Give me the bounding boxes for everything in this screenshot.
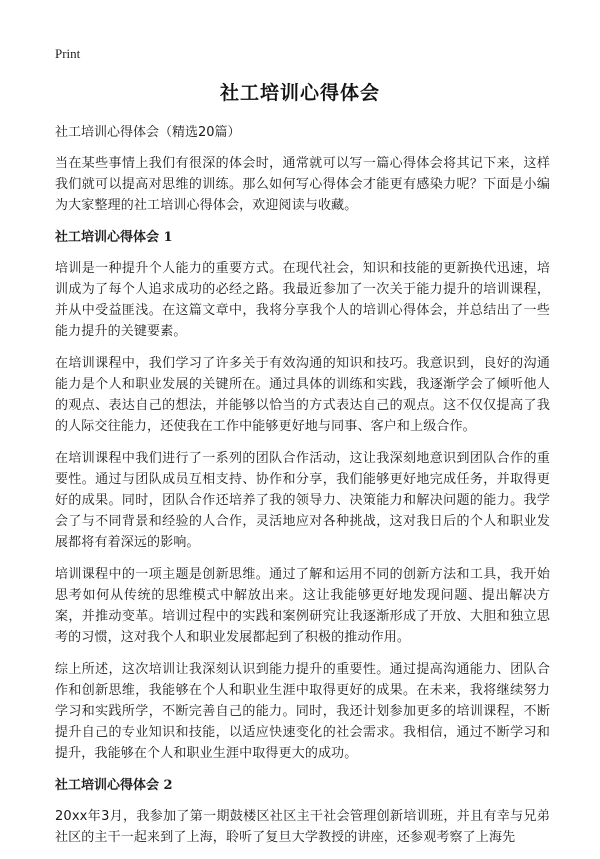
intro-paragraph: 当在某些事情上我们有很深的体会时，通常就可以写一篇心得体会将其记下来，这样我们就可以提高对思维的训练。那么如何写心得体会才能更有感染力呢？下面是小编为大家整理的社工培训心得体会，欢迎阅读与收藏。 <box>55 156 550 213</box>
print-link[interactable]: Print <box>55 46 81 61</box>
page-title: 社工培训心得体会 <box>219 82 380 104</box>
section-1-paragraph-1: 培训是一种提升个人能力的重要方式。在现代社会，知识和技能的更新换代迅速，培训成为了每个人追求成功的必经之路。我最近参加了一次关于能力提升的培训课程，并从中受益匪浅。在这篇文章中，我将分享我个人的培训心得体会，并总结出了一些能力提升的关键要素。 <box>55 261 550 339</box>
section-1-paragraph-5: 综上所述，这次培训让我深刻认识到能力提升的重要性。通过提高沟通能力、团队合作和创新思维，我能够在个人和职业生涯中取得更好的成果。在未来，我将继续努力学习和实践所学，不断完善自己的能力。同时，我还计划参加更多的培训课程，不断提升自己的专业知识和技能，以适应快速变化的社会需求。我相信，通过不断学习和提升，我能够在个人和职业生涯中取得更大的成功。 <box>55 662 550 761</box>
section-1-paragraph-3: 在培训课程中我们进行了一系列的团队合作活动，这让我深刻地意识到团队合作的重要性。通过与团队成员互相支持、协作和分享，我们能够更好地完成任务，并取得更好的成果。同时，团队合作还培养了我的领导力、决策能力和解决问题的能力。我学会了与不同背景和经验的人合作，灵活地应对各种挑战，这对我日后的个人和职业发展都将有着深远的影响。 <box>55 451 550 550</box>
section-1-paragraph-4: 培训课程中的一项主题是创新思维。通过了解和运用不同的创新方法和工具，我开始思考如何从传统的思维模式中解放出来。这让我能够更好地发现问题、提出解决方案，并推动变革。培训过程中的实践和案例研究让我逐渐形成了开放、大胆和独立思考的习惯，这对我个人和职业发展都起到了积极的推动作用。 <box>55 567 550 645</box>
section-heading-2: 社工培训心得体会 2 <box>55 778 173 793</box>
document-subtitle: 社工培训心得体会（精选20篇） <box>55 125 241 140</box>
section-1-paragraph-2: 在培训课程中，我们学习了许多关于有效沟通的知识和技巧。我意识到，良好的沟通能力是个人和职业发展的关键所在。通过具体的训练和实践，我逐渐学会了倾听他人的观点、表达自己的想法，并能够以恰当的方式表达自己的观点。这不仅仅提高了我的人际交往能力，还使我在工作中能够更好地与同事、客户和上级合作。 <box>55 356 550 434</box>
section-2-paragraph-1: 20xx年3月，我参加了第一期鼓楼区社区主干社会管理创新培训班，并且有幸与兄弟社区的主干一起来到了上海，聆听了复旦大学教授的讲座，还参观考察了上海先 <box>55 809 550 845</box>
document-body <box>55 122 550 859</box>
section-heading-1: 社工培训心得体会 1 <box>55 230 173 245</box>
